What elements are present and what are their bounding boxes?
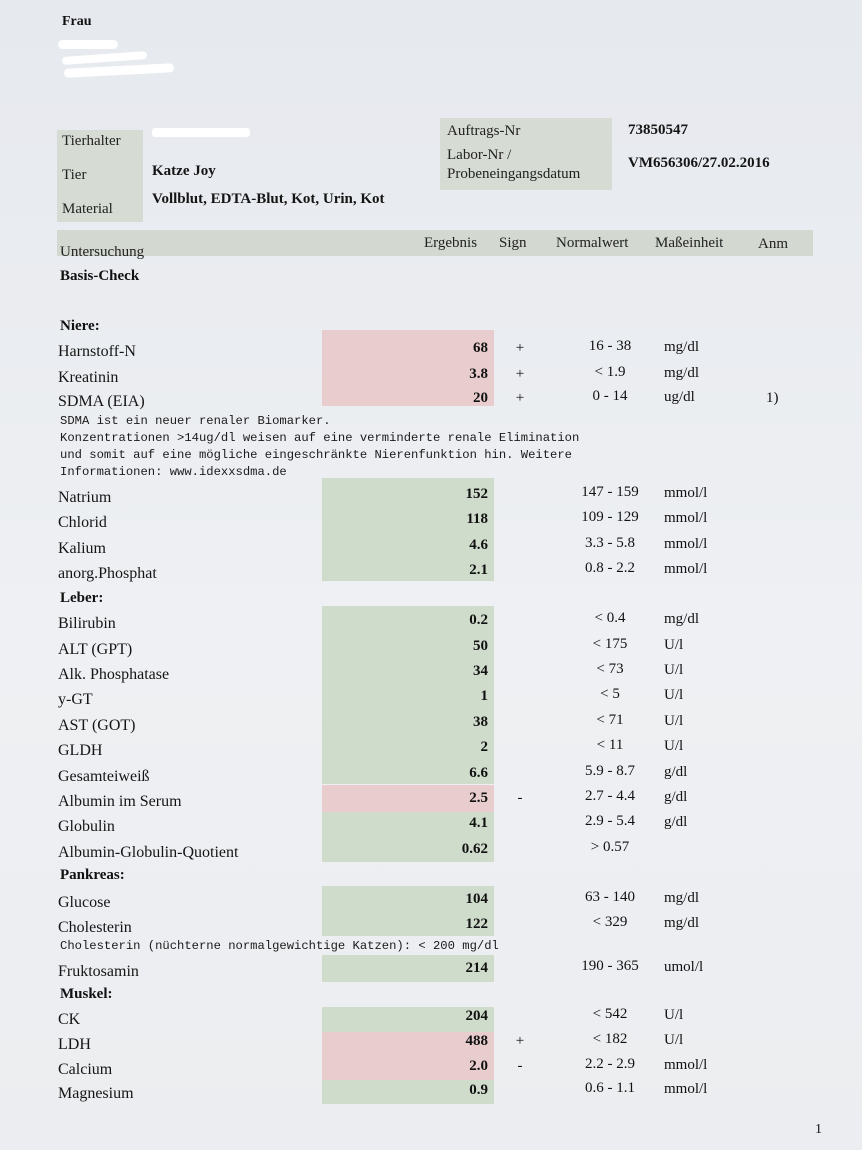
material-label: Material: [62, 201, 113, 217]
result-normal-range: > 0.57: [590, 839, 630, 855]
result-value: 488: [465, 1033, 488, 1049]
tierhalter-label: Tierhalter: [62, 133, 121, 149]
result-sign: -: [517, 790, 523, 806]
tier-value: Katze Joy: [152, 163, 216, 179]
result-sign: +: [515, 1033, 525, 1049]
result-normal-range: 16 - 38: [588, 338, 632, 354]
result-sign: +: [515, 390, 525, 406]
result-normal-range: < 182: [592, 1031, 628, 1047]
result-value: 2: [480, 739, 488, 755]
result-name: Gesamteiweiß: [58, 768, 150, 785]
result-normal-range: 63 - 140: [585, 889, 635, 905]
auftrag-value: 73850547: [628, 122, 688, 138]
result-value: 0.62: [461, 841, 488, 857]
section-muskel: Muskel:: [60, 986, 113, 1002]
result-unit: mmol/l: [664, 561, 708, 577]
result-normal-range: < 5: [600, 686, 620, 702]
result-normal-range: 3.3 - 5.8: [585, 535, 635, 551]
result-unit: g/dl: [664, 814, 688, 830]
result-name: Alk. Phosphatase: [58, 666, 170, 683]
result-value: 1: [480, 688, 488, 704]
result-unit: ug/dl: [664, 389, 695, 405]
result-unit: U/l: [664, 687, 684, 703]
result-value: 2.0: [469, 1058, 488, 1074]
cholesterin-note: Cholesterin (nüchterne normalgewichtige Katzen): < 200 mg/dl: [60, 939, 499, 953]
result-unit: mmol/l: [664, 1057, 708, 1073]
result-unit: mg/dl: [664, 339, 700, 355]
result-value: 6.6: [469, 765, 488, 781]
result-name: ALT (GPT): [58, 641, 133, 658]
result-value: 204: [465, 1008, 488, 1024]
col-untersuchung: Untersuchung: [60, 244, 145, 260]
result-unit: U/l: [664, 713, 684, 729]
labor-value: VM656306/27.02.2016: [628, 155, 770, 171]
redacted-tierhalter: [152, 128, 250, 137]
result-name: SDMA (EIA): [58, 393, 145, 410]
result-value: 152: [465, 486, 488, 502]
result-normal-range: 2.2 - 2.9: [585, 1056, 635, 1072]
result-normal-range: 0.6 - 1.1: [585, 1080, 635, 1096]
result-name: Kalium: [58, 540, 106, 557]
result-name: Magnesium: [58, 1085, 134, 1102]
result-name: Chlorid: [58, 514, 107, 531]
result-name: GLDH: [58, 742, 103, 759]
result-unit: mmol/l: [664, 510, 708, 526]
result-unit: mg/dl: [664, 890, 700, 906]
result-unit: U/l: [664, 738, 684, 754]
result-value: 214: [465, 960, 488, 976]
result-name: AST (GOT): [58, 717, 136, 734]
result-normal-range: 147 - 159: [581, 484, 639, 500]
result-value: 2.5: [469, 790, 488, 806]
result-unit: g/dl: [664, 764, 688, 780]
labor-label-1: Labor-Nr /: [447, 147, 512, 163]
result-value: 0.2: [469, 612, 488, 628]
result-normal-range: < 175: [592, 636, 628, 652]
result-sign: -: [517, 1058, 523, 1074]
labor-label-2: Probeneingangsdatum: [447, 166, 581, 182]
result-unit: mmol/l: [664, 536, 708, 552]
result-name: Natrium: [58, 489, 112, 506]
result-normal-range: < 11: [596, 737, 624, 753]
salutation: Frau: [62, 14, 92, 29]
result-value: 34: [473, 663, 488, 679]
result-unit: mg/dl: [664, 365, 700, 381]
result-normal-range: 5.9 - 8.7: [585, 763, 635, 779]
result-normal-range: 2.9 - 5.4: [585, 813, 635, 829]
result-name: Kreatinin: [58, 369, 119, 386]
result-sign: +: [515, 366, 525, 382]
result-name: Globulin: [58, 818, 115, 835]
section-pankreas: Pankreas:: [60, 867, 125, 883]
col-sign: Sign: [499, 235, 527, 251]
result-unit: mmol/l: [664, 485, 708, 501]
section-niere: Niere:: [60, 318, 100, 334]
result-unit: mg/dl: [664, 915, 700, 931]
redacted-street: [62, 51, 147, 65]
result-unit: U/l: [664, 662, 684, 678]
result-anm: 1): [766, 390, 779, 406]
result-name: Cholesterin: [58, 919, 132, 936]
result-name: Glucose: [58, 894, 111, 911]
result-normal-range: 0.8 - 2.2: [585, 560, 635, 576]
result-unit: mg/dl: [664, 611, 700, 627]
result-value: 2.1: [469, 562, 488, 578]
col-masseinheit: Maßeinheit: [655, 235, 724, 251]
result-normal-range: < 1.9: [594, 364, 626, 380]
redacted-name: [58, 40, 118, 49]
result-value: 104: [465, 891, 488, 907]
result-unit: g/dl: [664, 789, 688, 805]
material-value: Vollblut, EDTA-Blut, Kot, Urin, Kot: [152, 191, 385, 207]
result-normal-range: < 73: [596, 661, 624, 677]
result-name: y-GT: [58, 691, 93, 708]
result-name: Albumin-Globulin-Quotient: [58, 844, 239, 861]
result-normal-range: < 542: [592, 1006, 628, 1022]
result-unit: U/l: [664, 1032, 684, 1048]
result-normal-range: 190 - 365: [581, 958, 639, 974]
result-name: Fruktosamin: [58, 963, 139, 980]
result-value: 50: [473, 638, 488, 654]
result-value: 122: [465, 916, 488, 932]
result-unit: umol/l: [664, 959, 704, 975]
section-basis-check: Basis-Check: [60, 268, 140, 284]
result-normal-range: 2.7 - 4.4: [585, 788, 635, 804]
sdma-note: SDMA ist ein neuer renaler Biomarker. Konzentrationen >14ug/dl weisen auf eine verminderte renale Elimination und somit auf eine mögliche eingeschränkte Nierenfunktion hin. Weitere Informationen: www.idexxsdma.de: [60, 414, 580, 479]
result-normal-range: < 329: [592, 914, 628, 930]
col-ergebnis: Ergebnis: [424, 235, 478, 251]
result-name: LDH: [58, 1036, 91, 1053]
result-value: 118: [466, 511, 488, 527]
result-normal-range: 109 - 129: [581, 509, 639, 525]
result-value: 20: [473, 390, 488, 406]
result-value: 4.6: [469, 537, 488, 553]
result-value: 3.8: [469, 366, 488, 382]
result-value: 0.9: [469, 1082, 488, 1098]
redacted-city: [64, 63, 174, 78]
result-normal-range: < 71: [596, 712, 624, 728]
page-number: 1: [815, 1122, 822, 1137]
col-normalwert: Normalwert: [556, 235, 629, 251]
result-name: Albumin im Serum: [58, 793, 182, 810]
result-unit: mmol/l: [664, 1081, 708, 1097]
tier-label: Tier: [62, 167, 87, 183]
result-value: 4.1: [469, 815, 488, 831]
result-sign: +: [515, 340, 525, 356]
section-leber: Leber:: [60, 590, 104, 606]
result-name: Harnstoff-N: [58, 343, 136, 360]
result-name: CK: [58, 1011, 81, 1028]
result-value: 38: [473, 714, 488, 730]
result-unit: U/l: [664, 637, 684, 653]
result-value: 68: [473, 340, 488, 356]
result-unit: U/l: [664, 1007, 684, 1023]
result-normal-range: < 0.4: [594, 610, 626, 626]
auftrag-label: Auftrags-Nr: [447, 123, 521, 139]
result-normal-range: 0 - 14: [592, 388, 628, 404]
col-anm: Anm: [758, 236, 788, 252]
result-name: Calcium: [58, 1061, 113, 1078]
result-name: Bilirubin: [58, 615, 116, 632]
result-name: anorg.Phosphat: [58, 565, 157, 582]
